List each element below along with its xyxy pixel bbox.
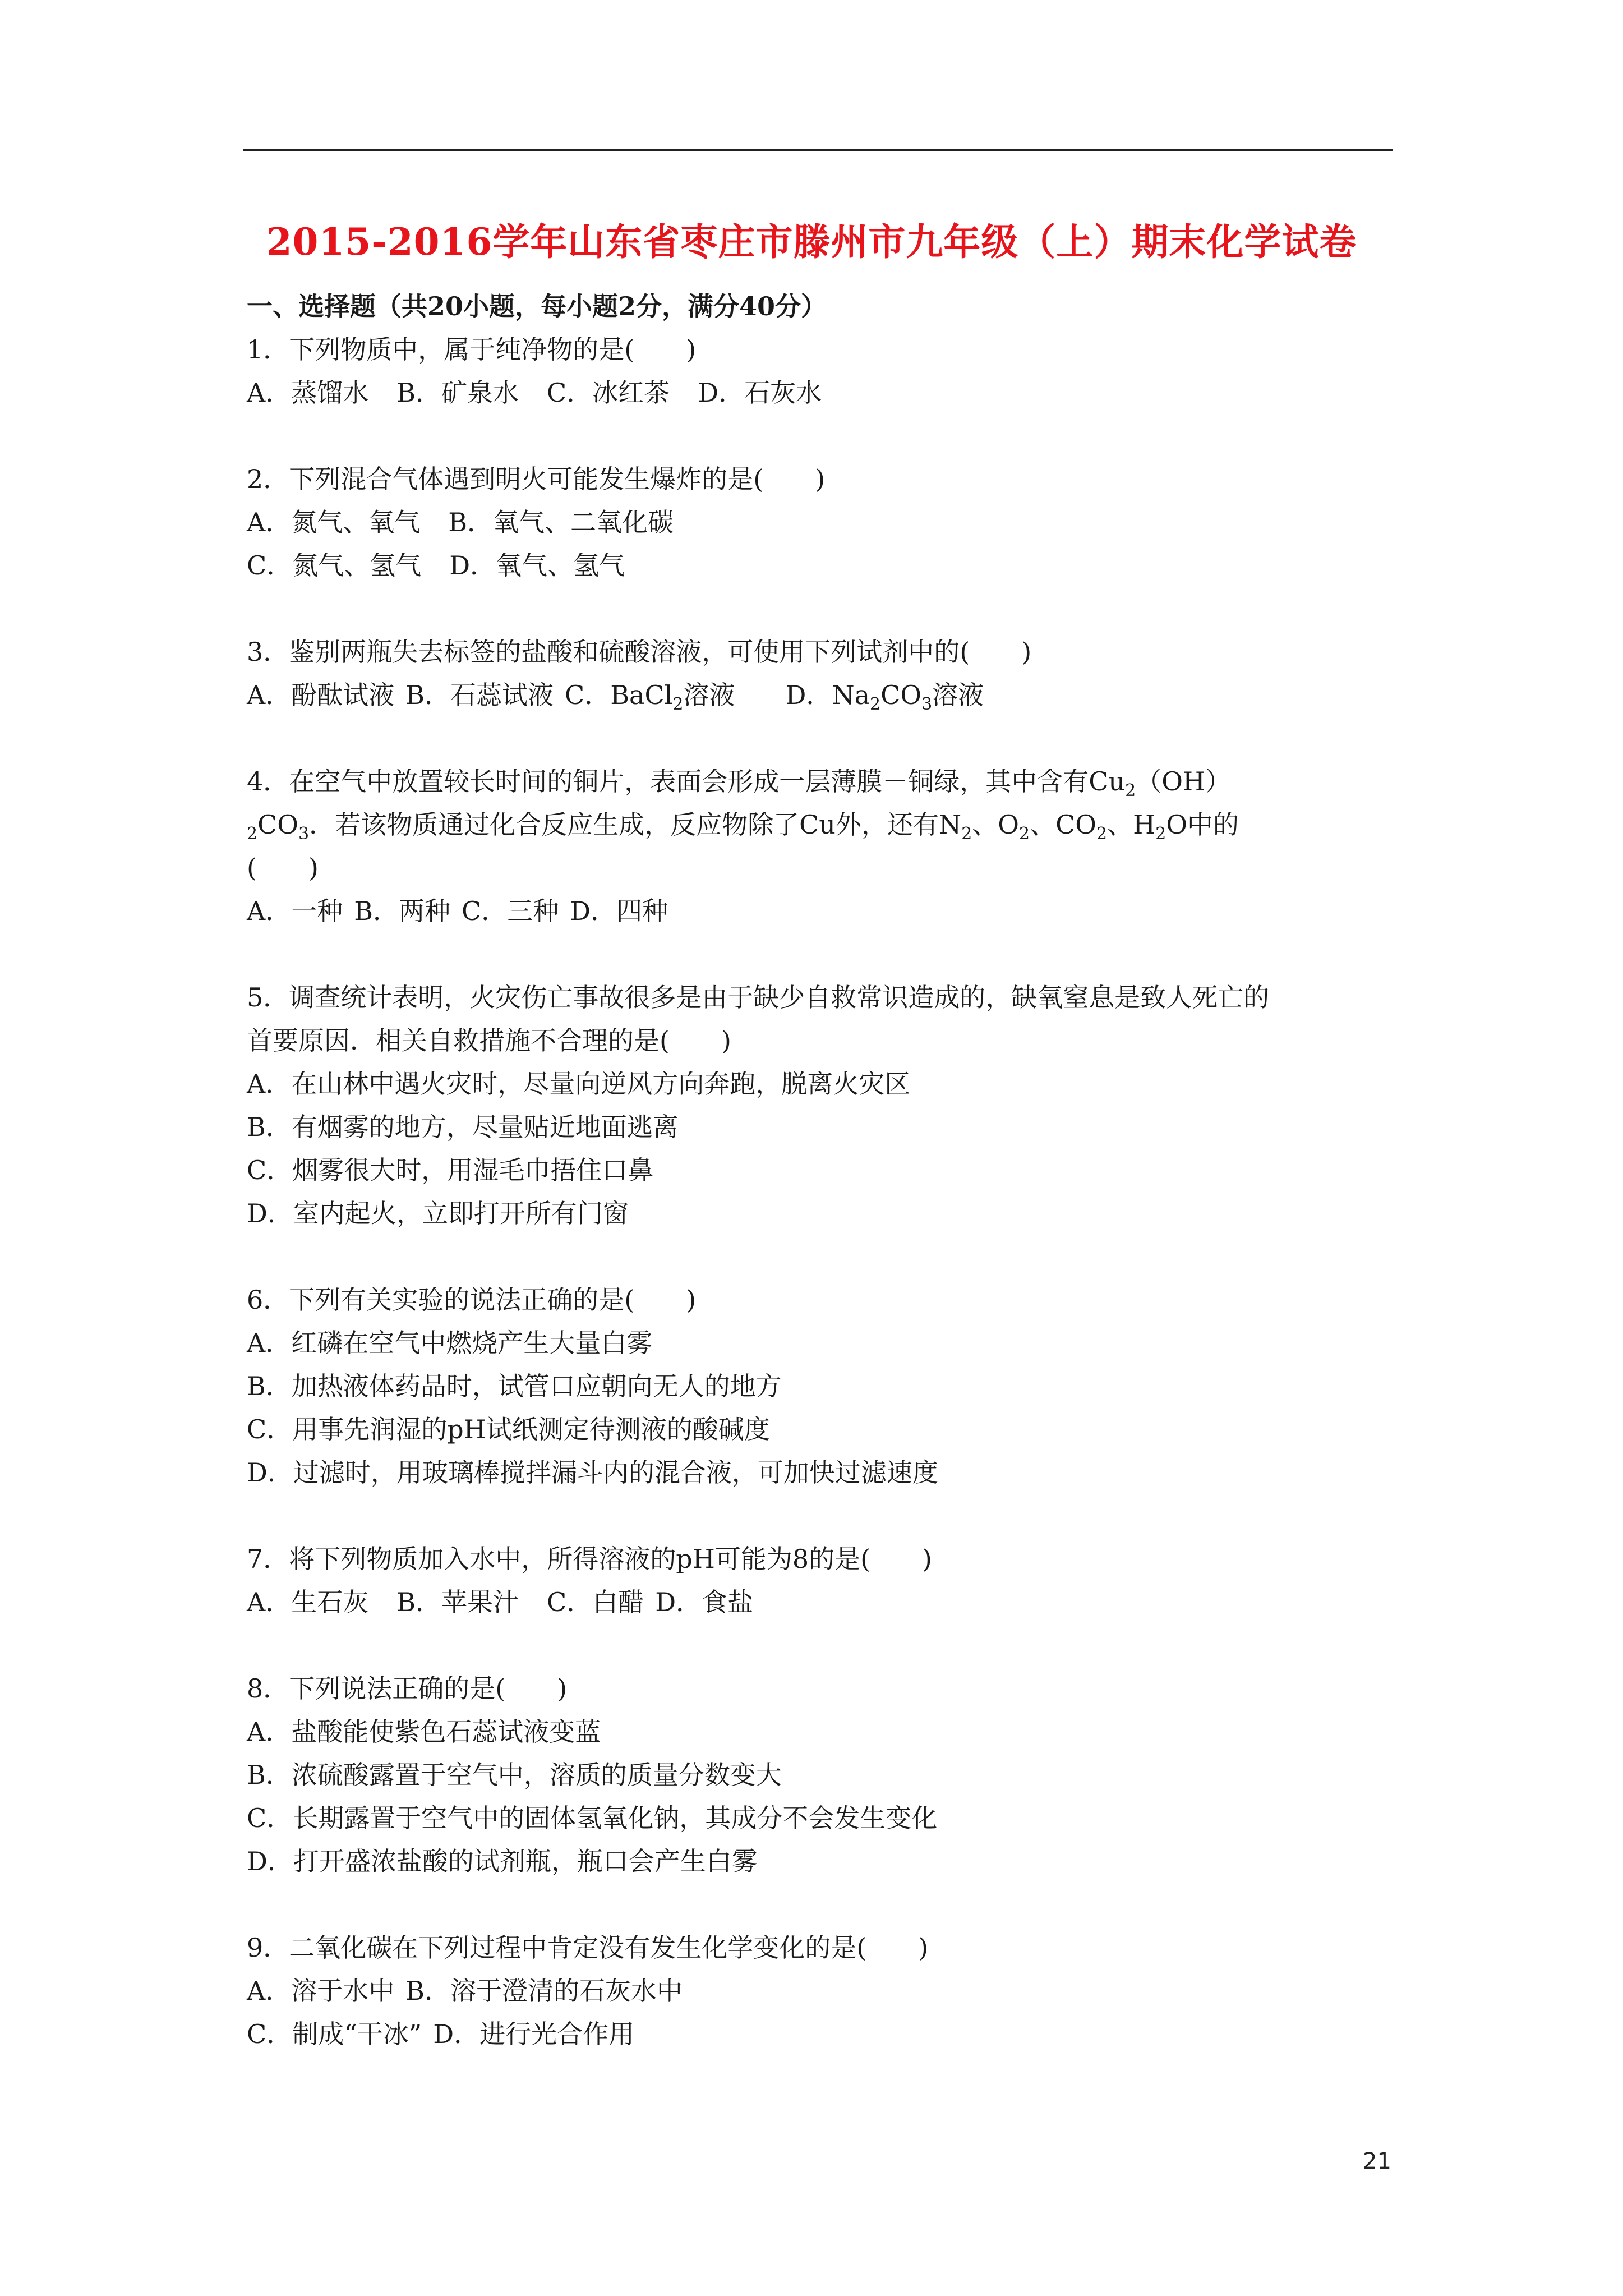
option-c: C．BaCl$_2$溶液 xyxy=(565,680,735,714)
question-5 xyxy=(247,976,1385,1235)
option-b: B．溶于澄清的石灰水中 xyxy=(405,1976,683,2006)
question-stem: 8．下列说法正确的是( ) xyxy=(247,1673,568,1704)
option-b: B．有烟雾的地方，尽量贴近地面逃离 xyxy=(247,1112,679,1142)
options-row xyxy=(247,890,1385,933)
options-row xyxy=(247,544,1385,587)
question-8 xyxy=(247,1667,1385,1883)
option-d: D．$Na_2CO_3$溶液 xyxy=(785,680,984,714)
question-9 xyxy=(247,1926,1385,2056)
question-stem: 1．下列物质中，属于纯净物的是( ) xyxy=(247,334,697,365)
option-b: B．氧气、二氧化碳 xyxy=(448,507,674,537)
option-c: C．氮气、氢气 xyxy=(247,550,422,581)
question-7 xyxy=(247,1538,1385,1624)
option-c: C．烟雾很大时，用湿毛巾捂住口鼻 xyxy=(247,1155,654,1185)
option-a: A．蒸馏水 xyxy=(247,378,369,408)
question-4 xyxy=(247,760,1385,933)
option-a: A．氮气、氧气 xyxy=(247,507,421,537)
question-6 xyxy=(247,1278,1385,1494)
options-row xyxy=(247,371,1385,415)
options-row xyxy=(247,1970,1385,2013)
question-stem: 7．将下列物质加入水中，所得溶液的pH可能为8的是( ) xyxy=(247,1544,932,1574)
question-stem-line-2: $_2CO_3$．若该物质通过化合反应生成，反应物除了Cu外，还有$N_2$、$O_2$、$CO_2$、$H_2O$中的 xyxy=(247,809,1239,844)
question-3 xyxy=(247,631,1385,717)
options-row xyxy=(247,501,1385,544)
option-a: A．红磷在空气中燃烧产生大量白雾 xyxy=(247,1328,653,1358)
option-b: B．矿泉水 xyxy=(396,378,519,408)
question-stem-line-1: 4．在空气中放置较长时间的铜片，表面会形成一层薄膜－铜绿，其中含有$Cu_2(OH)$ xyxy=(247,766,1232,800)
question-stem: 3．鉴别两瓶失去标签的盐酸和硫酸溶液，可使用下列试剂中的( ) xyxy=(247,637,1032,667)
option-d: D．食盐 xyxy=(655,1587,754,1617)
option-c: C．三种 xyxy=(462,896,559,926)
option-d: D．进行光合作用 xyxy=(433,2019,635,2049)
option-d: D．室内起火，立即打开所有门窗 xyxy=(247,1198,629,1228)
question-stem-line-3: ( ) xyxy=(247,853,319,883)
option-d: D．过滤时，用玻璃棒搅拌漏斗内的混合液，可加快过滤速度 xyxy=(247,1457,938,1488)
option-c: C．冰红茶 xyxy=(547,378,670,408)
option-c: C．制成“干冰” xyxy=(247,2019,422,2049)
option-a: A．在山林中遇火灾时，尽量向逆风方向奔跑，脱离火灾区 xyxy=(247,1069,911,1099)
question-stem-line-2: 首要原因．相关自救措施不合理的是( ) xyxy=(247,1025,731,1056)
question-stem: 6．下列有关实验的说法正确的是( ) xyxy=(247,1285,697,1315)
option-b: B．加热液体药品时，试管口应朝向无人的地方 xyxy=(247,1371,782,1401)
option-a: A．一种 xyxy=(247,896,343,926)
question-2 xyxy=(247,458,1385,587)
option-a: A．盐酸能使紫色石蕊试液变蓝 xyxy=(247,1717,601,1747)
option-a: A．生石灰 xyxy=(247,1587,369,1617)
option-b: B．石蕊试液 xyxy=(405,680,554,710)
question-stem: 9．二氧化碳在下列过程中肯定没有发生化学变化的是( ) xyxy=(247,1932,929,1963)
options-row xyxy=(247,674,1385,717)
option-d: D．石灰水 xyxy=(698,378,822,408)
option-c: C．白醋 xyxy=(547,1587,644,1617)
option-d: D．打开盛浓盐酸的试剂瓶，瓶口会产生白雾 xyxy=(247,1846,758,1876)
question-stem: 2．下列混合气体遇到明火可能发生爆炸的是( ) xyxy=(247,464,826,494)
option-d: D．四种 xyxy=(570,896,668,926)
option-c: C．长期露置于空气中的固体氢氧化钠，其成分不会发生变化 xyxy=(247,1803,938,1833)
exam-title: 2015-2016学年山东省枣庄市滕州市九年级（上）期末化学试卷 xyxy=(266,220,1357,264)
option-b: B．两种 xyxy=(354,896,451,926)
header-rule xyxy=(243,149,1393,151)
option-a: A．酚酞试液 xyxy=(247,680,395,710)
options-row xyxy=(247,2013,1385,2056)
options-row xyxy=(247,1581,1385,1624)
option-a: A．溶于水中 xyxy=(247,1976,395,2006)
option-c: C．用事先润湿的pH试纸测定待测液的酸碱度 xyxy=(247,1414,770,1444)
page-number: 21 xyxy=(1363,2148,1391,2174)
section-heading: 一、选择题（共20小题，每小题2分，满分40分） xyxy=(247,291,827,321)
option-b: B．苹果汁 xyxy=(396,1587,519,1617)
question-stem-line-1: 5．调查统计表明，火灾伤亡事故很多是由于缺少自救常识造成的，缺氧窒息是致人死亡的 xyxy=(247,982,1270,1013)
exam-content xyxy=(247,285,1385,2099)
option-d: D．氧气、氢气 xyxy=(449,550,625,581)
question-1 xyxy=(247,328,1385,415)
option-b: B．浓硫酸露置于空气中，溶质的质量分数变大 xyxy=(247,1760,782,1790)
